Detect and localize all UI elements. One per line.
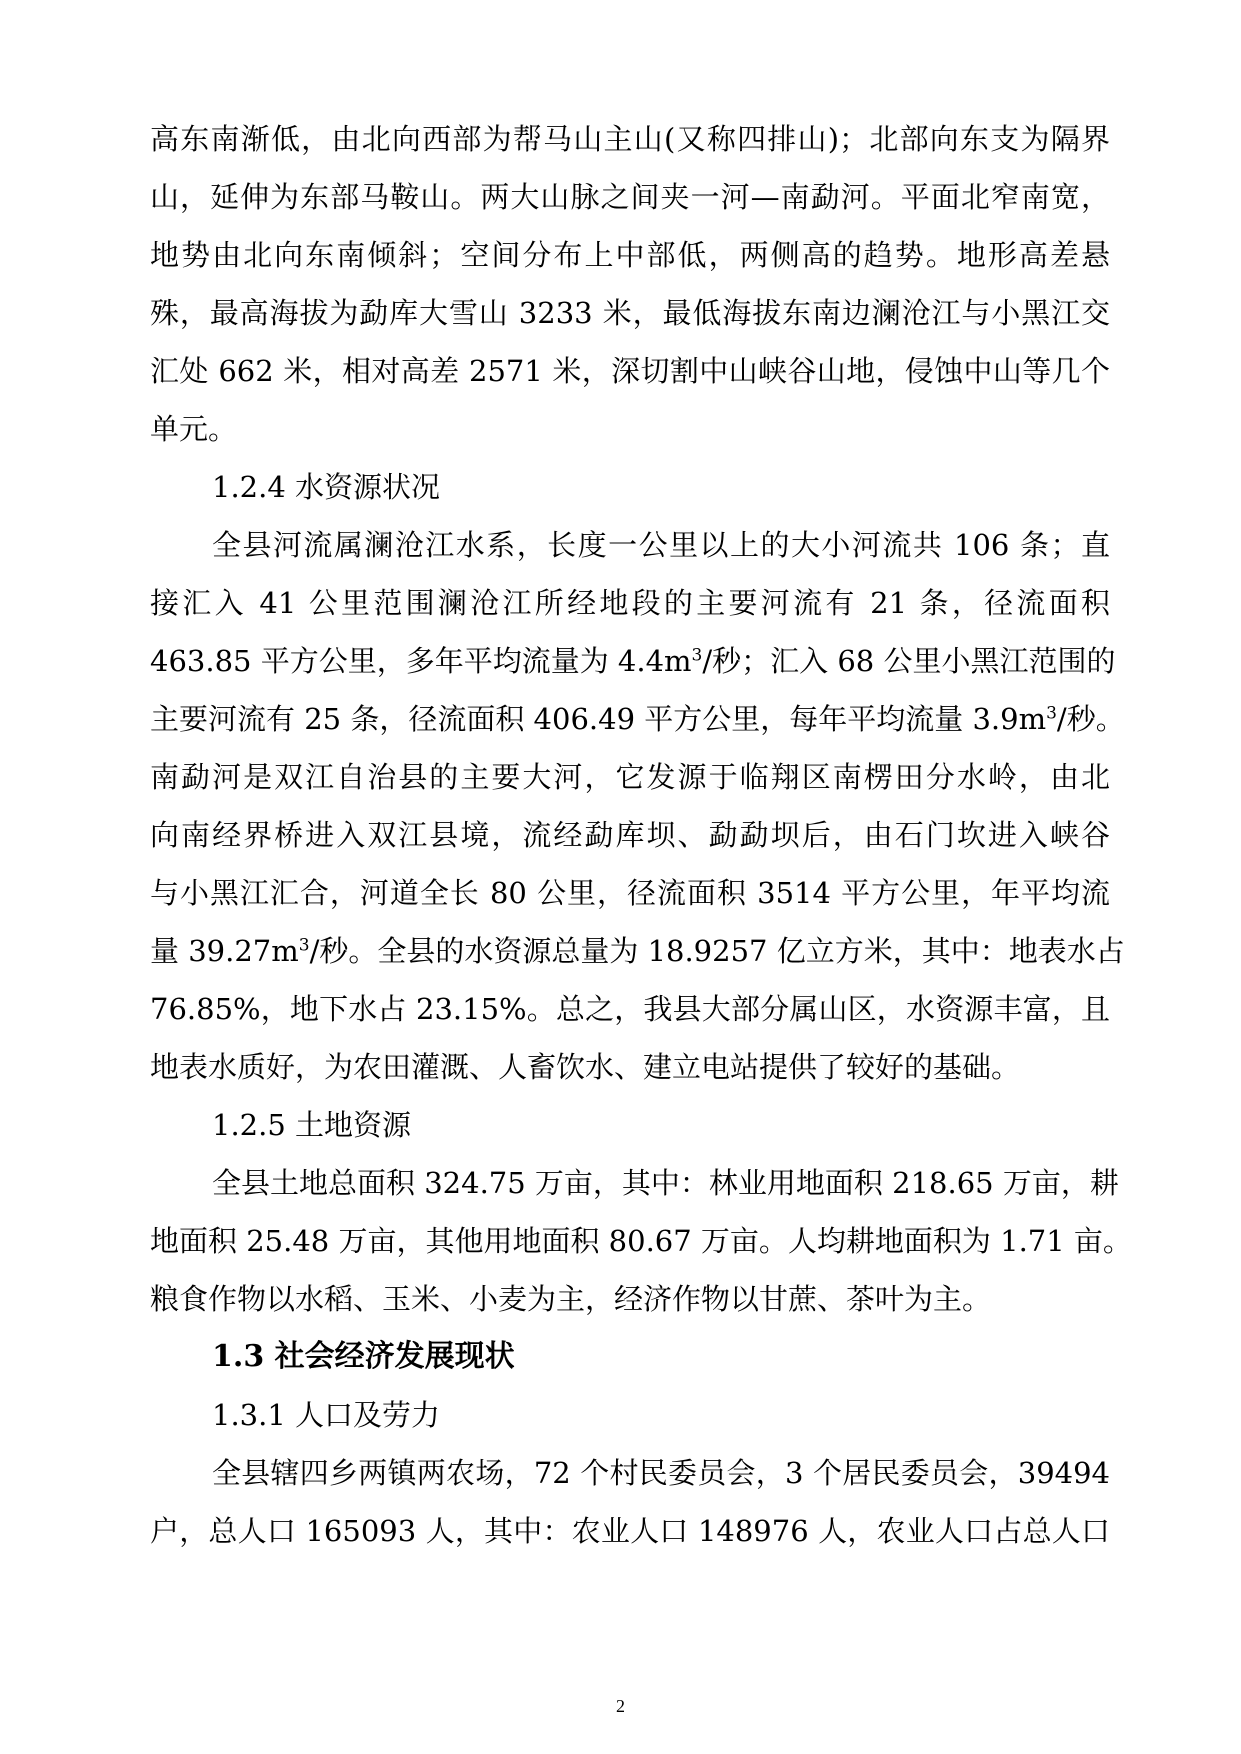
water-line: 76.85%，地下水占 23.15%。总之，我县大部分属山区，水资源丰富，且 <box>150 992 1110 1026</box>
water-text: 463.85 平方公里，多年平均流量为 4.4m <box>150 644 692 678</box>
terrain-line: 山，延伸为东部马鞍山。两大山脉之间夹一河—南勐河。平面北窄南宽， <box>150 180 1110 214</box>
water-line <box>150 690 1125 748</box>
superscript: 3 <box>298 935 310 956</box>
water-line <box>150 922 1125 980</box>
water-line: 接汇入 41 公里范围澜沧江所经地段的主要河流有 21 条，径流面积 <box>150 586 1110 620</box>
water-line: 与小黑江汇合，河道全长 80 公里，径流面积 3514 平方公里，年平均流 <box>150 876 1110 910</box>
land-line: 全县土地总面积 324.75 万亩，其中：林业用地面积 218.65 万亩，耕 <box>212 1166 1119 1200</box>
water-text: 量 39.27m <box>150 934 299 968</box>
water-line: 南勐河是双江自治县的主要大河，它发源于临翔区南楞田分水岭，由北 <box>150 760 1110 794</box>
population-heading: 1.3.1 人口及劳力 <box>212 1398 441 1432</box>
water-text: /秒；汇入 68 公里小黑江范围的 <box>702 644 1116 678</box>
population-line: 全县辖四乡两镇两农场，72 个村民委员会，3 个居民委员会，39494 <box>212 1456 1110 1490</box>
water-text: /秒。 <box>1056 702 1125 736</box>
superscript: 3 <box>691 645 703 666</box>
terrain-line: 单元。 <box>150 412 238 446</box>
terrain-line: 地势由北向东南倾斜；空间分布上中部低，两侧高的趋势。地形高差悬 <box>150 238 1110 272</box>
terrain-line: 高东南渐低，由北向西部为帮马山主山(又称四排山)；北部向东支为隔界 <box>150 122 1110 156</box>
land-line: 地面积 25.48 万亩，其他用地面积 80.67 万亩。人均耕地面积为 1.71 亩。 <box>150 1224 1132 1258</box>
population-line: 户，总人口 165093 人，其中：农业人口 148976 人，农业人口占总人口 <box>150 1514 1110 1548</box>
water-resources-heading: 1.2.4 水资源状况 <box>212 470 441 504</box>
water-line: 向南经界桥进入双江县境，流经勐库坝、勐勐坝后，由石门坎进入峡谷 <box>150 818 1110 852</box>
page-number: 2 <box>616 1696 625 1716</box>
terrain-line: 汇处 662 米，相对高差 2571 米，深切割中山峡谷山地，侵蚀中山等几个 <box>150 354 1110 388</box>
water-line: 地表水质好，为农田灌溉、人畜饮水、建立电站提供了较好的基础。 <box>150 1050 1021 1084</box>
water-text: 主要河流有 25 条，径流面积 406.49 平方公里，每年平均流量 3.9m <box>150 702 1047 736</box>
superscript: 3 <box>1046 703 1057 724</box>
water-line <box>150 632 1116 690</box>
land-line: 粮食作物以水稻、玉米、小麦为主，经济作物以甘蔗、茶叶为主。 <box>150 1282 992 1316</box>
water-line: 全县河流属澜沧江水系，长度一公里以上的大小河流共 106 条；直 <box>212 528 1110 562</box>
water-text: /秒。全县的水资源总量为 18.9257 亿立方米，其中：地表水占 <box>309 934 1125 968</box>
terrain-line: 殊，最高海拔为勐库大雪山 3233 米，最低海拔东南边澜沧江与小黑江交 <box>150 296 1110 330</box>
land-resources-heading: 1.2.5 土地资源 <box>212 1108 412 1142</box>
section-heading: 1.3 社会经济发展现状 <box>212 1339 515 1374</box>
